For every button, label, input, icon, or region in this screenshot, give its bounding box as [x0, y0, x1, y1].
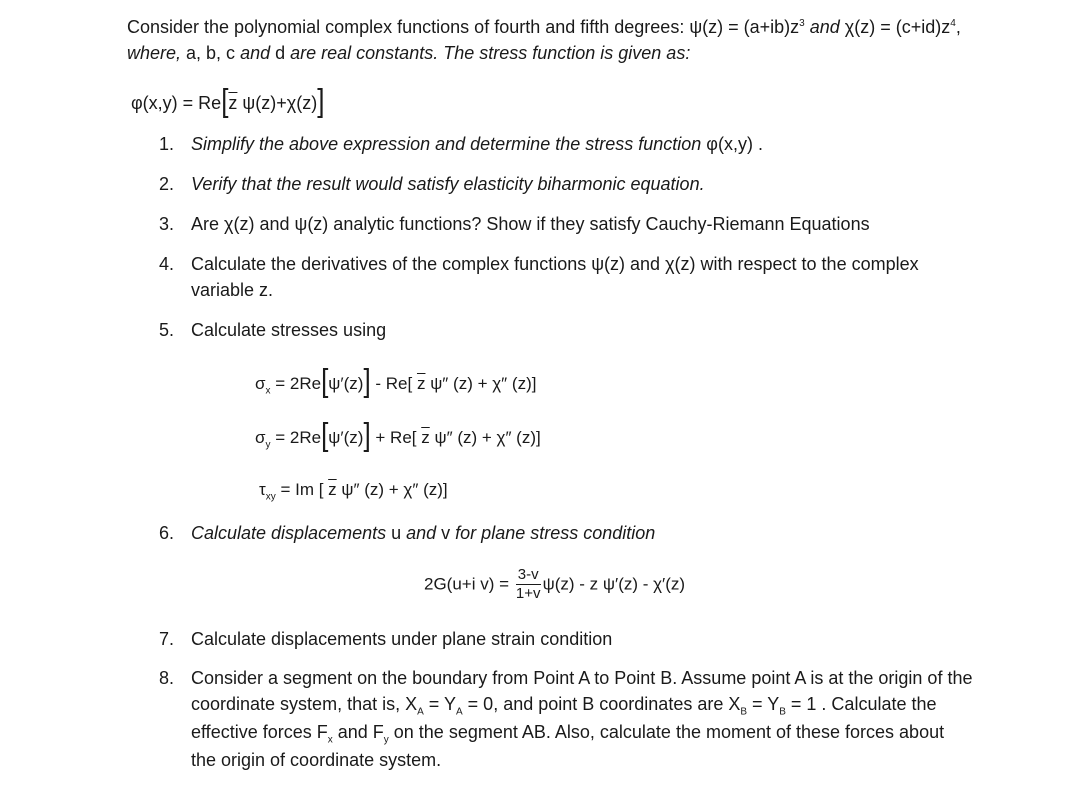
- eq-text: - Re[: [370, 374, 417, 393]
- eq-text: ψ″ (z) + χ″ (z)]: [336, 480, 448, 499]
- intro-text: χ(z) = (c+id)z: [844, 17, 951, 37]
- item-6: [191, 520, 655, 546]
- intro-var-d: d: [275, 43, 286, 63]
- item-text: = 1 . Calculate the: [785, 694, 937, 714]
- item-text: and: [401, 523, 442, 543]
- z-bar: $\overline{z}$: [228, 93, 238, 113]
- item-number: 3.: [159, 214, 175, 234]
- tau-xy-equation: [259, 480, 448, 503]
- intro-text: ,: [955, 17, 961, 37]
- subscript: B: [779, 706, 786, 718]
- var: = Y: [747, 694, 780, 714]
- item-1: [191, 131, 763, 157]
- item-text: φ(x,y) .: [701, 134, 763, 154]
- exponent: 4: [950, 18, 956, 29]
- sigma-symbol: σ: [255, 374, 266, 393]
- left-bracket: [: [221, 81, 229, 119]
- tau-symbol: τ: [259, 480, 266, 499]
- intro-text: where,: [127, 43, 187, 63]
- eq-text: ψ(z) - z ψ′(z) - χ′(z): [542, 574, 686, 594]
- fraction: [516, 566, 541, 603]
- item-text: for plane stress condition: [450, 523, 656, 543]
- stress-function-body: ψ(z)+χ(z): [237, 93, 318, 113]
- item-text: on the segment AB. Also, calculate the moment of these forces about: [388, 722, 945, 742]
- stress-function-lhs: φ(x,y) = Re: [131, 93, 222, 113]
- eq-text: ψ′(z): [328, 428, 364, 447]
- z-bar: $\overline{z}$: [416, 374, 426, 393]
- right-bracket: ]: [317, 81, 325, 119]
- intro-line-2: [127, 40, 690, 66]
- var: X: [405, 694, 418, 714]
- subscript: A: [417, 706, 424, 718]
- item-7: Calculate displacements under plane strain condition: [191, 629, 613, 649]
- item-text: effective forces: [191, 722, 312, 742]
- fraction-denominator: 1+v: [515, 585, 541, 602]
- sigma-y-equation: [255, 415, 541, 453]
- displacement-equation: [424, 566, 685, 603]
- sigma-symbol: σ: [255, 428, 266, 447]
- right-bracket: ]: [363, 415, 371, 453]
- item-text: Calculate displacements: [191, 523, 392, 543]
- z-bar: $\overline{z}$: [421, 428, 430, 447]
- item-8-line-4: the origin of coordinate system.: [191, 750, 442, 770]
- eq-text: = Im [: [275, 480, 329, 499]
- eq-text: ψ′(z): [328, 374, 364, 393]
- intro-and: and: [804, 17, 845, 37]
- intro-line-1: [127, 14, 961, 40]
- item-3: Are χ(z) and ψ(z) analytic functions? Show if they satisfy Cauchy-Riemann Equations: [191, 214, 870, 234]
- item-5: Calculate stresses using: [191, 320, 387, 340]
- var-u: u: [391, 523, 402, 543]
- exponent: 3: [799, 18, 805, 29]
- item-8-line-3: [191, 719, 944, 745]
- item-number: 6.: [159, 523, 175, 543]
- item-number: 1.: [159, 134, 175, 154]
- intro-text: are real constants. The stress function is given as:: [285, 43, 691, 63]
- item-text: = 0, and point B coordinates are X: [462, 694, 741, 714]
- var: and F: [332, 722, 384, 742]
- left-bracket: [: [321, 361, 329, 399]
- subscript: B: [740, 706, 748, 718]
- item-number: 4.: [159, 254, 175, 274]
- var: F: [311, 722, 328, 742]
- left-bracket: [: [321, 415, 329, 453]
- item-8-line-1: Consider a segment on the boundary from Point A to Point B. Assume point A is at the origin of the: [191, 668, 973, 688]
- item-8-line-2: [191, 691, 937, 717]
- sigma-x-equation: [255, 361, 537, 399]
- z-bar: $\overline{z}$: [328, 480, 337, 499]
- subscript: y: [383, 734, 389, 746]
- item-number: 8.: [159, 668, 175, 688]
- subscript: x: [265, 385, 271, 397]
- subscript: y: [265, 439, 271, 451]
- fraction-numerator: 3-v: [517, 566, 539, 583]
- var-v: v: [441, 523, 451, 543]
- eq-text: = 2Re: [270, 428, 322, 447]
- intro-vars: a, b, c: [186, 43, 236, 63]
- eq-text: ψ″ (z) + χ″ (z)]: [429, 428, 541, 447]
- item-text: Simplify the above expression and determine the stress function: [191, 134, 702, 154]
- item-number: 2.: [159, 174, 175, 194]
- item-4-cont: variable z.: [191, 280, 274, 300]
- item-number: 5.: [159, 320, 175, 340]
- eq-text: ψ″ (z) + χ″ (z)]: [425, 374, 537, 393]
- stress-function-equation: [131, 81, 325, 119]
- item-2: Verify that the result would satisfy elasticity biharmonic equation.: [191, 174, 705, 194]
- eq-text: + Re[: [370, 428, 422, 447]
- item-text: coordinate system, that is,: [191, 694, 401, 714]
- intro-and: and: [235, 43, 276, 63]
- intro-text: Consider the polynomial complex functions of fourth and fifth degrees: ψ(z) = (a+ib)z: [127, 17, 800, 37]
- subscript: x: [327, 734, 333, 746]
- subscript: xy: [265, 491, 276, 503]
- subscript: A: [456, 706, 463, 718]
- eq-text: 2G(u+i v) =: [424, 574, 514, 594]
- var: = Y: [423, 694, 456, 714]
- item-4: Calculate the derivatives of the complex functions ψ(z) and χ(z) with respect to the complex: [191, 254, 919, 274]
- eq-text: = 2Re: [270, 374, 322, 393]
- right-bracket: ]: [363, 361, 371, 399]
- item-number: 7.: [159, 629, 175, 649]
